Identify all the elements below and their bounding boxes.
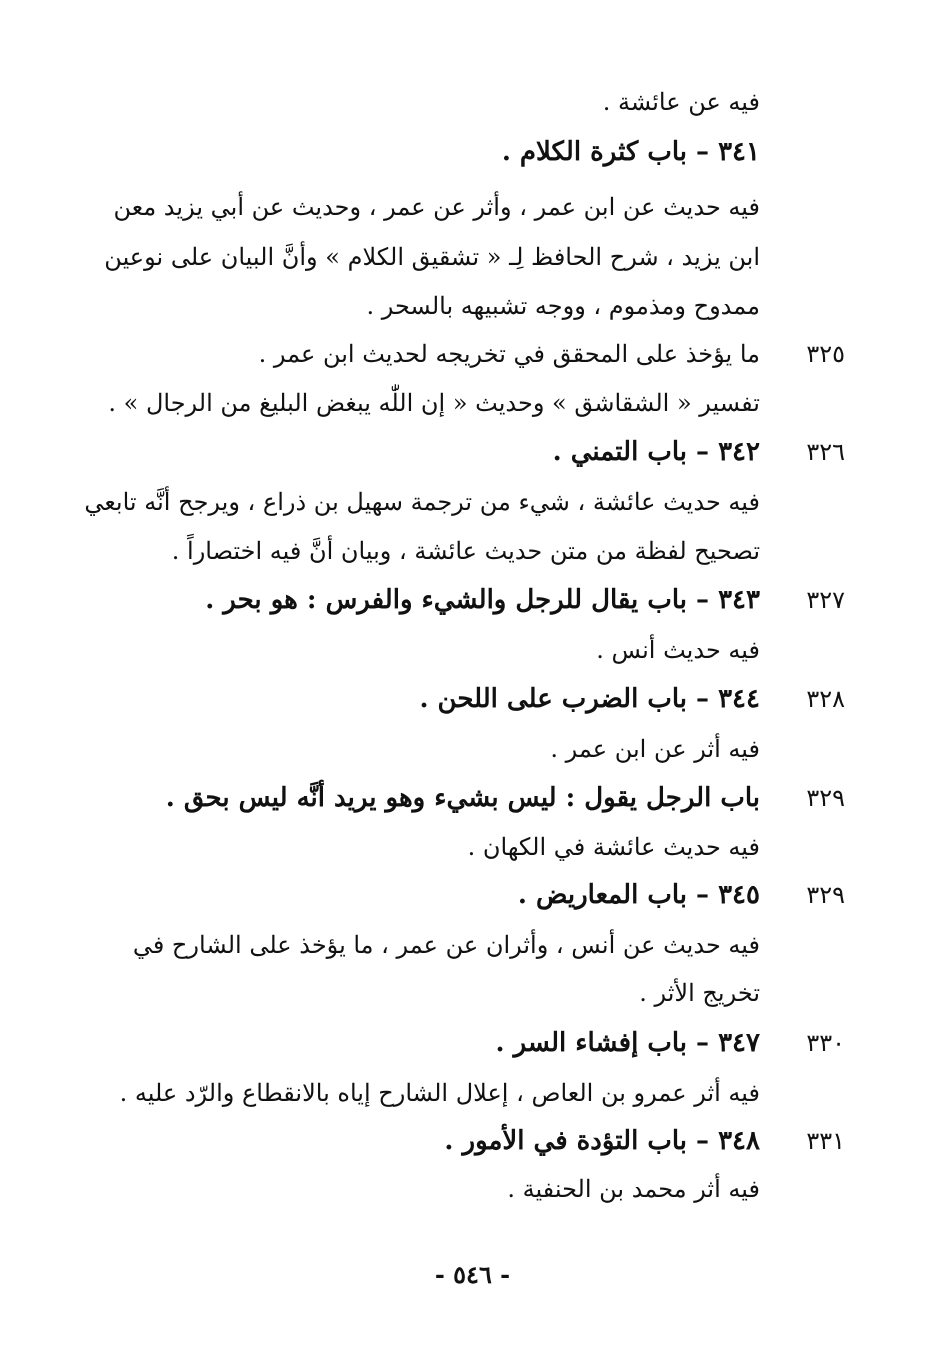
page-ref: ٣٢٧ [806,586,845,614]
entry-text: ابن يزيد ، شرح الحافظ لِـ « تشقيق الكلام » وأنَّ البيان على نوعين [104,243,760,271]
entry-text: فيه حديث عائشة ، شيء من ترجمة سهيل بن ذراع ، ويرجح أنَّه تابعي [84,488,760,516]
chapter-heading: ٣٤٥ – باب المعاريض . [517,880,760,910]
page-ref: ٣٢٦ [806,438,845,466]
chapter-heading: ٣٤٨ – باب التؤدة في الأمور . [444,1126,760,1156]
entry-text: فيه حديث عائشة في الكهان . [467,833,760,861]
entry-text: فيه عن عائشة . [602,88,760,116]
chapter-heading: ٣٤٧ – باب إفشاء السر . [495,1028,760,1058]
chapter-heading: ٣٤٤ – باب الضرب على اللحن . [419,684,760,714]
entry-text: فيه أثر محمد بن الحنفية . [507,1175,760,1203]
entry-text: فيه حديث عن أنس ، وأثران عن عمر ، ما يؤخذ على الشارح في [132,931,760,959]
entry-text: ممدوح ومذموم ، ووجه تشبيهه بالسحر . [366,292,760,320]
chapter-heading: ٣٤٢ – باب التمني . [552,437,760,467]
page-ref: ٣٢٩ [806,784,845,812]
page-number: - ٥٤٦ - [434,1260,511,1289]
entry-text: فيه أثر عمرو بن العاص ، إعلال الشارح إياه بالانقطاع والرّد عليه . [119,1079,760,1107]
entry-text: فيه حديث أنس . [596,636,760,664]
chapter-heading: باب الرجل يقول : ليس بشيء وهو يريد أنَّه ليس بحق . [165,783,760,813]
entry-text: تفسير « الشقاشق » وحديث « إن اللّٰه يبغض البليغ من الرجال » . [108,389,760,417]
page-ref: ٣٢٩ [806,881,845,909]
chapter-heading: ٣٤٣ – باب يقال للرجل والشيء والفرس : هو بحر . [205,585,760,615]
entry-text: تخريج الأثر . [639,979,760,1007]
entry-text: ما يؤخذ على المحقق في تخريجه لحديث ابن عمر . [258,340,760,368]
page-ref: ٣٣٠ [806,1029,845,1057]
page-ref: ٣٢٨ [806,685,845,713]
entry-text: فيه أثر عن ابن عمر . [550,735,760,763]
page-ref: ٣٣١ [806,1127,845,1155]
chapter-heading: ٣٤١ – باب كثرة الكلام . [501,137,760,167]
entry-text: تصحيح لفظة من متن حديث عائشة ، وبيان أنَّ فيه اختصاراً . [171,537,760,565]
entry-text: فيه حديث عن ابن عمر ، وأثر عن عمر ، وحديث عن أبي يزيد معن [113,193,760,221]
page-ref: ٣٢٥ [806,340,845,368]
